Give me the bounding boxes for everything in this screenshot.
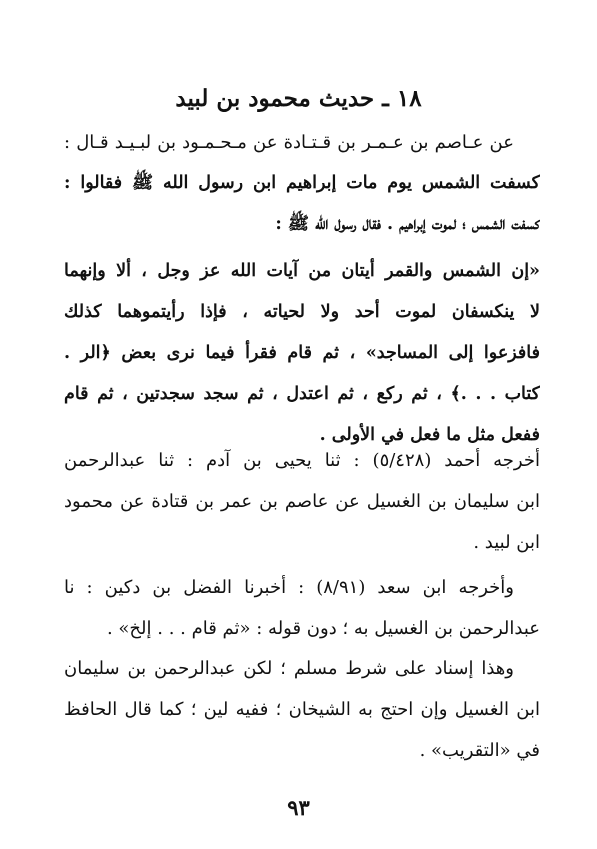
hadith-line: ففعل مثل ما فعل في الأولى . bbox=[319, 425, 540, 445]
takhrij-line: عبدالرحمن بن الغسيل به ؛ دون قوله : «ثم قام . . . إلخ» . bbox=[106, 618, 540, 639]
isnad-line: ابن الغسيل وإن احتج به الشيخان ؛ ففيه لين ؛ كما قال الحافظ bbox=[64, 699, 540, 720]
hadith-line: كسفت الشمس يوم مات إبراهيم ابن رسول الله ﷺ فقالوا : bbox=[64, 173, 540, 193]
takhrij-ibn-saad bbox=[64, 567, 540, 649]
hadith-line: فافزعوا إلى المساجد» ، ثم قام فقرأ فيما نرى بعض ﴿الر . bbox=[64, 343, 540, 363]
hadith-block bbox=[64, 122, 540, 456]
hadith-line: «إن الشمس والقمر أيتان من آيات الله عز وجل ، ألا وإنهما bbox=[64, 261, 540, 281]
takhrij-ahmad bbox=[64, 440, 540, 563]
hadith-line: كتاب . . .﴾ ، ثم ركع ، ثم اعتدل ، ثم سجد سجدتين ، ثم قام bbox=[64, 384, 540, 404]
takhrij-line: أخرجه أحمد (٥/٤٢٨) : ثنا يحيى بن آدم : ثنا عبدالرحمن bbox=[64, 450, 540, 471]
intro-line: عن عـاصم بن عـمـر بن قـتـادة عن مـحـمـود بن لبـيـد قـال : bbox=[64, 132, 514, 153]
hadith-line: كسفت الشمس ؛ لموت إبراهيم . فقال رسول الله ﷺ : bbox=[275, 214, 540, 234]
hadith-line: لا ينكسفان لموت أحد ولا لحياته ، فإذا رأيتموهما كذلك bbox=[64, 302, 540, 322]
isnad-note bbox=[64, 648, 540, 771]
page-number: ٩٣ bbox=[287, 795, 310, 820]
isnad-line: في «التقريب» . bbox=[419, 740, 540, 761]
chapter-heading: ١٨ ـ حديث محمود بن لبيد bbox=[175, 85, 422, 112]
takhrij-line: وأخرجه ابن سعد (٨/٩١) : أخبرنا الفضل بن دكين : نا bbox=[64, 577, 514, 598]
takhrij-line: ابن لبيد . bbox=[473, 532, 540, 553]
isnad-line: وهذا إسناد على شرط مسلم ؛ لكن عبدالرحمن بن سليمان bbox=[64, 658, 514, 679]
takhrij-line: ابن سليمان بن الغسيل عن عاصم بن عمر بن قتادة عن محمود bbox=[64, 491, 540, 512]
